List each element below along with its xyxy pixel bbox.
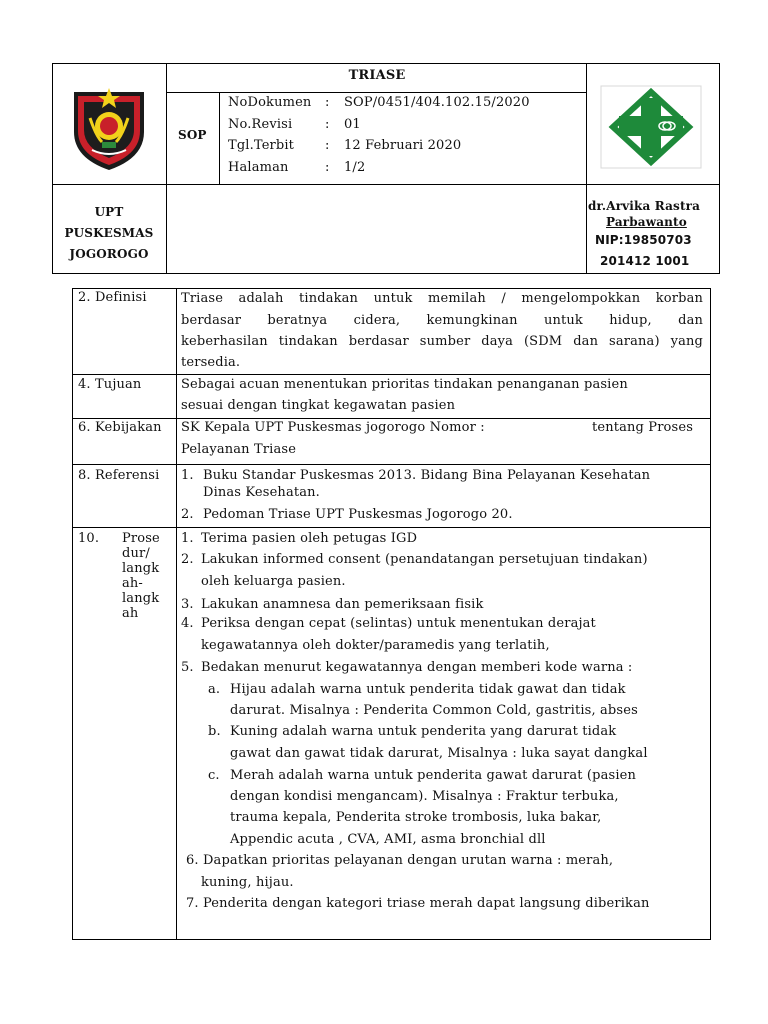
org-name-line2: PUSKESMAS — [64, 226, 154, 240]
row-label: 8. Referensi — [78, 468, 160, 483]
field-value: 1/2 — [344, 160, 366, 175]
field-label: Tgl.Terbit — [228, 138, 295, 153]
substep-line: Kuning adalah warna untuk penderita yang darurat tidak — [230, 724, 617, 739]
ref-num: 2. — [181, 507, 194, 522]
kebijakan-line: tentang Proses — [592, 420, 694, 435]
kebijakan-line: SK Kepala UPT Puskesmas jogorogo Nomor : — [181, 420, 485, 435]
step-num: 3. — [181, 597, 194, 612]
regency-shield-icon — [68, 84, 150, 172]
row-label: 4. Tujuan — [78, 377, 142, 392]
tujuan-line: Sebagai acuan menentukan prioritas tindakan penanganan pasien — [181, 377, 628, 392]
puskesmas-logo — [599, 84, 703, 170]
substep-line: gawat dan gawat tidak darurat, Misalnya : luka sayat dangkal — [230, 746, 648, 761]
step-text: Bedakan menurut kegawatannya dengan memberi kode warna : — [201, 660, 633, 675]
field-label: Halaman — [228, 160, 289, 175]
row-label-word: ah — [122, 606, 139, 621]
row-label-word: ah- — [122, 576, 143, 591]
field-value: 12 Februari 2020 — [344, 138, 462, 153]
substep-letter: b. — [208, 724, 221, 739]
signer-nip-line2: 201412 1001 — [600, 254, 690, 268]
ref-line: Pedoman Triase UPT Puskesmas Jogorogo 20. — [203, 507, 513, 522]
org-name-line1: UPT — [94, 205, 124, 219]
row-label-word: Prose — [122, 531, 160, 546]
kebijakan-line: Pelayanan Triase — [181, 442, 297, 457]
field-sep: : — [325, 117, 330, 132]
field-sep: : — [325, 95, 330, 110]
row-label-word: dur/ — [122, 546, 150, 561]
field-value: SOP/0451/404.102.15/2020 — [344, 95, 530, 110]
regency-logo — [68, 84, 150, 172]
signer-nip-line1: NIP:19850703 — [595, 233, 692, 247]
definisi-line: Triase adalah tindakan untuk memilah / mengelompokkan korban — [181, 291, 703, 306]
step-num: 1. — [181, 531, 194, 546]
step-num: 2. — [181, 552, 194, 567]
ref-line: Dinas Kesehatan. — [203, 485, 320, 500]
step-text: kuning, hijau. — [201, 875, 294, 890]
step-text: 7. Penderita dengan kategori triase merah dapat langsung diberikan — [186, 896, 650, 911]
sop-label: SOP — [178, 128, 207, 142]
step-text: Terima pasien oleh petugas IGD — [201, 531, 418, 546]
row-label-word: langk — [122, 591, 160, 606]
signer-name-line1: dr.Arvika Rastra — [588, 199, 701, 213]
step-num: 4. — [181, 616, 194, 631]
substep-line: Appendic acuta , CVA, AMI, asma bronchial dll — [230, 832, 546, 847]
field-sep: : — [325, 160, 330, 175]
signer-name-line2: Parbawanto — [606, 215, 687, 229]
substep-letter: a. — [208, 682, 221, 697]
row-label: 6. Kebijakan — [78, 420, 162, 435]
substep-line: Merah adalah warna untuk penderita gawat darurat (pasien — [230, 768, 637, 783]
step-text: kegawatannya oleh dokter/paramedis yang terlatih, — [201, 638, 550, 653]
step-text: Lakukan informed consent (penandatangan persetujuan tindakan) — [201, 552, 648, 567]
definisi-line: tersedia. — [181, 355, 241, 370]
ref-line: Buku Standar Puskesmas 2013. Bidang Bina Pelayanan Kesehatan — [203, 468, 651, 483]
substep-line: trauma kepala, Penderita stroke trombosis, luka bakar, — [230, 810, 602, 825]
field-value: 01 — [344, 117, 361, 132]
field-label: No.Revisi — [228, 117, 293, 132]
row-label-num: 10. — [78, 531, 100, 546]
ref-num: 1. — [181, 468, 194, 483]
row-label-word: langk — [122, 561, 160, 576]
field-sep: : — [325, 138, 330, 153]
step-text: 6. Dapatkan prioritas pelayanan dengan urutan warna : merah, — [186, 853, 614, 868]
tujuan-line: sesuai dengan tingkat kegawatan pasien — [181, 398, 456, 413]
substep-line: darurat. Misalnya : Penderita Common Cold, gastritis, abses — [230, 703, 638, 718]
step-text: Periksa dengan cepat (selintas) untuk menentukan derajat — [201, 616, 596, 631]
substep-letter: c. — [208, 768, 220, 783]
row-label: 2. Definisi — [78, 290, 147, 305]
puskesmas-cross-icon — [599, 84, 703, 170]
field-label: NoDokumen — [228, 95, 312, 110]
substep-line: dengan kondisi mengancam). Misalnya : Fraktur terbuka, — [230, 789, 619, 804]
substep-line: Hijau adalah warna untuk penderita tidak gawat dan tidak — [230, 682, 626, 697]
org-name-line3: JOGOROGO — [69, 247, 149, 261]
step-text: Lakukan anamnesa dan pemeriksaan fisik — [201, 597, 484, 612]
document-title: TRIASE — [348, 68, 406, 83]
step-num: 5. — [181, 660, 194, 675]
definisi-line: keberhasilan tindakan berdasar sumber daya (SDM dan sarana) yang — [181, 334, 703, 349]
step-text: oleh keluarga pasien. — [201, 574, 346, 589]
definisi-line: berdasar beratnya cidera, kemungkinan untuk hidup, dan — [181, 313, 703, 328]
